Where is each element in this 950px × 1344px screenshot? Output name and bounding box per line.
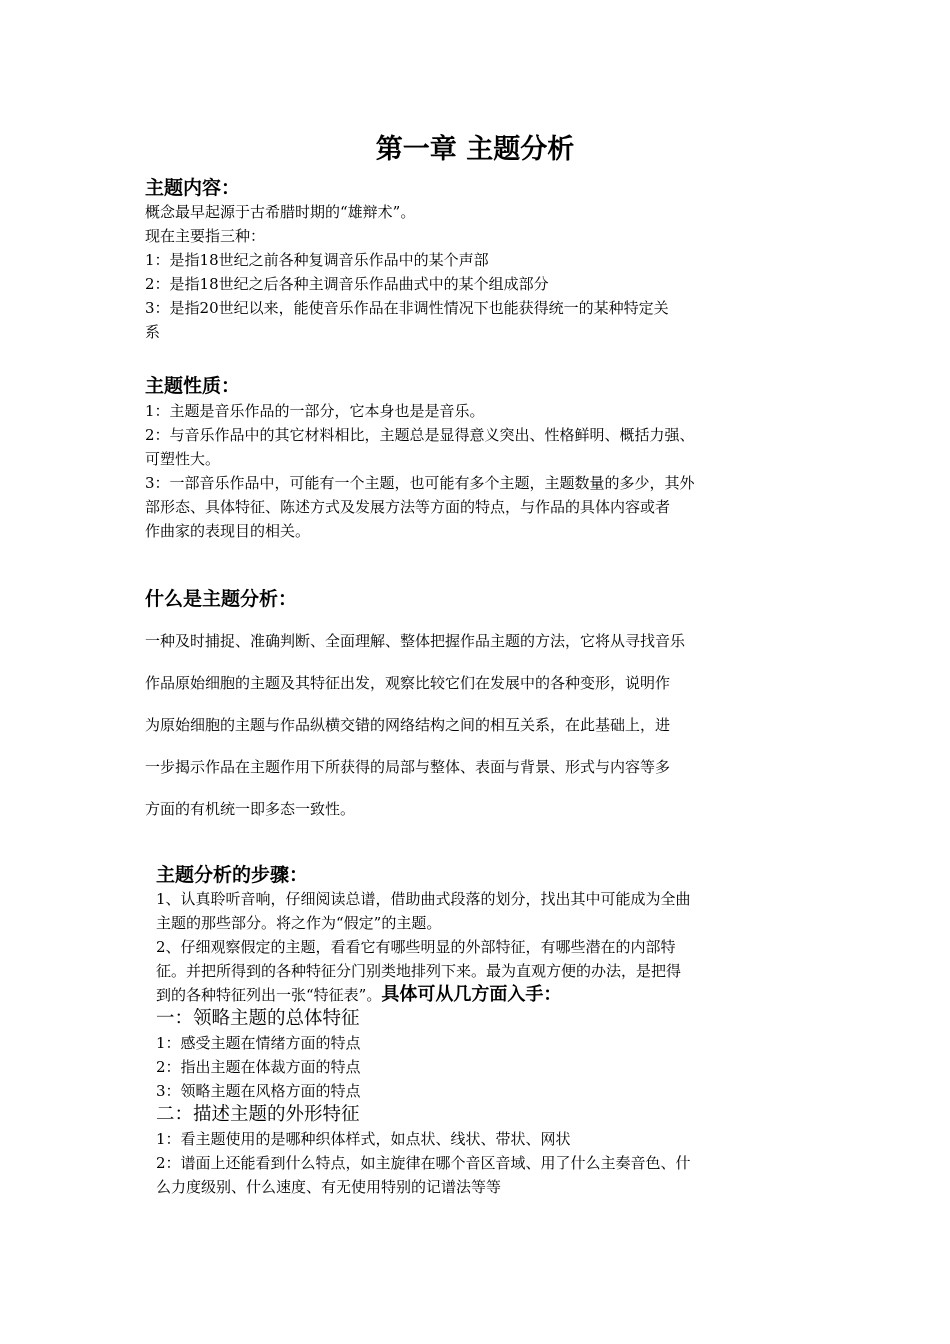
- text-line: 概念最早起源于古希腊时期的“雄辩术”。: [145, 203, 416, 221]
- section-heading-theme-content: 主题内容：: [145, 177, 241, 199]
- text-line: 1：感受主题在情绪方面的特点: [156, 1034, 361, 1052]
- text-line: 一种及时捕捉、准确判断、全面理解、整体把握作品主题的方法，它将从寻找音乐: [145, 632, 686, 650]
- section-body-theme-nature: [145, 399, 815, 543]
- section-heading-analysis-steps: 主题分析的步骤：: [156, 864, 309, 886]
- text-line: 可塑性大。: [145, 450, 221, 468]
- text-line: 1：看主题使用的是哪种织体样式，如点状、线状、带状、网状: [156, 1130, 571, 1148]
- text-line: 征。并把所得到的各种特征分门别类地排列下来。最为直观方便的办法，是把得: [156, 962, 682, 980]
- text-line: 主题的那些部分。将之作为“假定”的主题。: [156, 914, 442, 932]
- text-line: 2：谱面上还能看到什么特点，如主旋律在哪个音区音域、用了什么主奏音色、什: [156, 1154, 691, 1172]
- text-line: 部形态、具体特征、陈述方式及发展方法等方面的特点，与作品的具体内容或者: [145, 498, 671, 516]
- text-segment: 到的各种特征列出一张“特征表”。: [156, 986, 382, 1004]
- text-line: 2：是指18世纪之后各种主调音乐作品曲式中的某个组成部分: [145, 275, 549, 293]
- text-line-mixed: [156, 983, 826, 1007]
- text-line: 一步揭示作品在主题作用下所获得的局部与整体、表面与背景、形式与内容等多: [145, 758, 671, 776]
- text-line: 系: [145, 323, 161, 341]
- subheading-external-features: 二：描述主题的外形特征: [156, 1104, 360, 1125]
- text-line: 2、仔细观察假定的主题，看看它有哪些明显的外部特征，有哪些潜在的内部特: [156, 938, 676, 956]
- section-heading-what-is-analysis: 什么是主题分析：: [145, 588, 298, 610]
- text-line: 么力度级别、什么速度、有无使用特别的记谱法等等: [156, 1178, 502, 1196]
- text-line: 作曲家的表现目的相关。: [145, 522, 311, 540]
- text-line: 2：指出主题在体裁方面的特点: [156, 1058, 361, 1076]
- text-line: 为原始细胞的主题与作品纵横交错的网络结构之间的相互关系，在此基础上，进: [145, 716, 671, 734]
- text-line: 3：一部音乐作品中，可能有一个主题，也可能有多个主题，主题数量的多少，其外: [145, 474, 695, 492]
- text-line: 1：主题是音乐作品的一部分，它本身也是是音乐。: [145, 402, 485, 420]
- text-line: 方面的有机统一即多态一致性。: [145, 800, 356, 818]
- text-line: 1：是指18世纪之前各种复调音乐作品中的某个声部: [145, 251, 489, 269]
- chapter-title: 第一章 主题分析: [375, 134, 575, 165]
- text-line: 1、认真聆听音响，仔细阅读总谱，借助曲式段落的划分，找出其中可能成为全曲: [156, 890, 691, 908]
- section-body-what-is-analysis: [145, 620, 815, 830]
- text-line: 3：是指20世纪以来，能使音乐作品在非调性情况下也能获得统一的某种特定关: [145, 299, 669, 317]
- text-line: 2：与音乐作品中的其它材料相比，主题总是显得意义突出、性格鲜明、概括力强、: [145, 426, 695, 444]
- section-body-analysis-steps: [156, 887, 826, 1199]
- subheading-overall-features: 一：领略主题的总体特征: [156, 1008, 360, 1029]
- section-body-theme-content: [145, 200, 815, 344]
- text-line: 作品原始细胞的主题及其特征出发，观察比较它们在发展中的各种变形，说明作: [145, 674, 671, 692]
- text-line: 现在主要指三种：: [145, 227, 266, 245]
- emphasis-text: 具体可从几方面入手：: [381, 984, 562, 1005]
- text-line: 3：领略主题在风格方面的特点: [156, 1082, 361, 1100]
- section-heading-theme-nature: 主题性质：: [145, 375, 241, 397]
